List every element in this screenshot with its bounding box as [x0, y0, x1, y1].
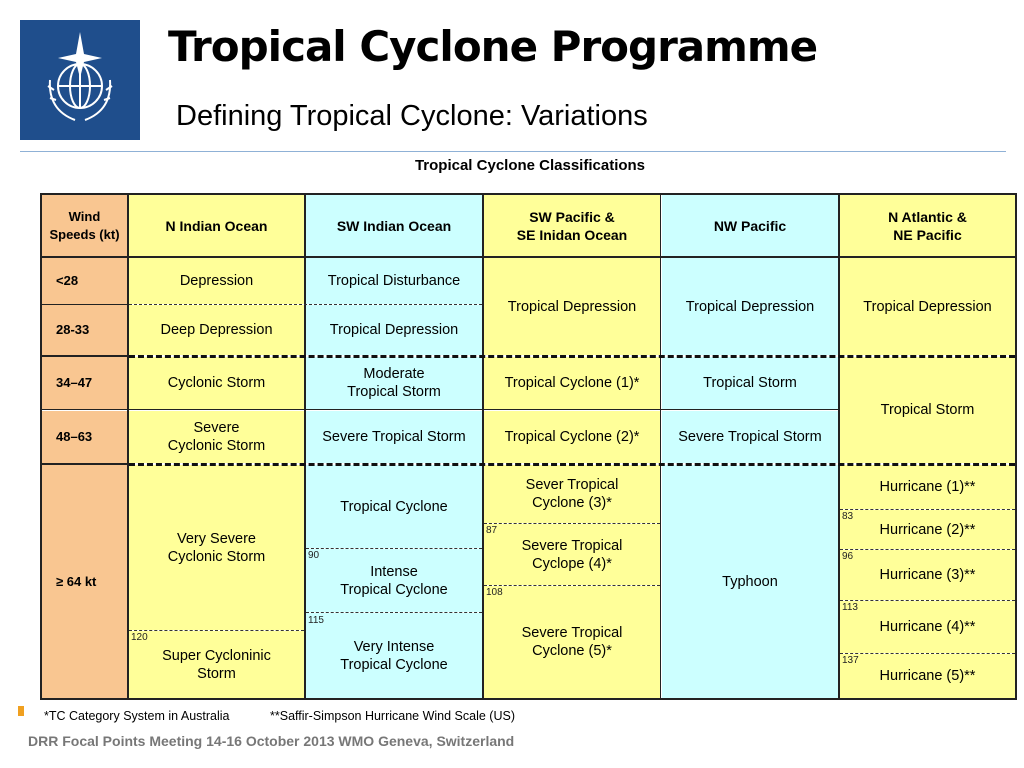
sw-pacific-cyclone-3: Sever Tropical Cyclone (3)* — [484, 465, 660, 523]
sw-indian-tropical-cyclone: Tropical Cyclone — [306, 465, 482, 548]
row-divider — [306, 548, 482, 549]
row-divider — [840, 653, 1015, 654]
n-indian-depression: Depression — [129, 258, 304, 304]
n-atlantic-hurricane-1: Hurricane (1)** — [840, 465, 1015, 509]
footnote-saffir-simpson: **Saffir-Simpson Hurricane Wind Scale (US) — [270, 709, 515, 723]
row-divider — [840, 600, 1015, 601]
page-subtitle: Defining Tropical Cyclone: Variations — [176, 100, 648, 132]
page-title: Tropical Cyclone Programme — [168, 22, 818, 71]
header-sw-indian: SW Indian Ocean — [306, 195, 482, 256]
n-indian-deep-depression: Deep Depression — [129, 305, 304, 355]
column-divider — [660, 195, 661, 698]
threshold-label: 137 — [842, 655, 859, 666]
threshold-label: 87 — [486, 525, 498, 536]
sw-pacific-tropical-depression: Tropical Depression — [484, 258, 660, 355]
n-indian-super-cyclonic: Super Cycloninic Storm — [129, 631, 304, 698]
sw-indian-intense: Intense Tropical Cyclone — [306, 549, 482, 612]
n-indian-severe-cyclonic-storm: Severe Cyclonic Storm — [129, 411, 304, 463]
n-indian-cyclonic-storm: Cyclonic Storm — [129, 357, 304, 409]
wind-row-lt28: <28 — [42, 258, 127, 304]
header-divider — [20, 151, 1006, 152]
threshold-label: 90 — [308, 550, 320, 561]
bullet-icon — [18, 706, 24, 716]
classification-table — [40, 193, 1017, 700]
nw-pacific-tropical-storm: Tropical Storm — [662, 357, 838, 409]
slide-footer: DRR Focal Points Meeting 14-16 October 2013 WMO Geneva, Switzerland — [28, 733, 515, 749]
row-divider — [42, 409, 840, 410]
wmo-logo-icon — [20, 20, 140, 140]
column-divider — [127, 195, 129, 698]
header-nw-pacific: NW Pacific — [662, 195, 838, 256]
sw-indian-very-intense: Very Intense Tropical Cyclone — [306, 613, 482, 698]
category-divider — [129, 463, 1015, 466]
footnote-australia: *TC Category System in Australia — [44, 709, 230, 723]
row-divider — [484, 585, 660, 586]
column-divider — [482, 195, 484, 698]
sw-indian-tropical-depression: Tropical Depression — [306, 305, 482, 355]
header-divider-line — [42, 256, 1015, 258]
sw-indian-tropical-disturbance: Tropical Disturbance — [306, 258, 482, 304]
header-n-indian: N Indian Ocean — [129, 195, 304, 256]
header-wind-speeds: Wind Speeds (kt) — [42, 195, 127, 256]
n-atlantic-hurricane-5: Hurricane (5)** — [840, 654, 1015, 698]
threshold-label: 108 — [486, 587, 503, 598]
row-divider — [484, 523, 660, 524]
nw-pacific-tropical-depression: Tropical Depression — [662, 258, 838, 355]
n-atlantic-hurricane-2: Hurricane (2)** — [840, 510, 1015, 549]
row-divider — [840, 549, 1015, 550]
n-atlantic-tropical-storm: Tropical Storm — [840, 357, 1015, 463]
wind-row-48-63: 48–63 — [42, 411, 127, 463]
threshold-label: 83 — [842, 511, 854, 522]
n-indian-very-severe: Very Severe Cyclonic Storm — [129, 465, 304, 630]
wind-row-64plus: ≥ 64 kt — [42, 465, 127, 698]
sw-pacific-cyclone-4: Severe Tropical Cyclope (4)* — [484, 524, 660, 585]
wind-row-34-47: 34–47 — [42, 357, 127, 409]
sw-indian-severe-storm: Severe Tropical Storm — [306, 411, 482, 463]
row-divider — [306, 612, 482, 613]
row-divider — [840, 509, 1015, 510]
header-sw-pacific: SW Pacific & SE Inidan Ocean — [484, 195, 660, 256]
threshold-label: 120 — [131, 632, 148, 643]
nw-pacific-severe-storm: Severe Tropical Storm — [662, 411, 838, 463]
category-divider — [129, 355, 1015, 358]
column-divider — [838, 195, 840, 698]
header-n-atlantic: N Atlantic & NE Pacific — [840, 195, 1015, 256]
row-divider — [42, 355, 129, 357]
sw-pacific-cyclone-1: Tropical Cyclone (1)* — [484, 357, 660, 409]
threshold-label: 113 — [842, 602, 858, 613]
row-divider — [129, 630, 304, 631]
n-atlantic-hurricane-3: Hurricane (3)** — [840, 550, 1015, 600]
row-divider — [42, 304, 129, 305]
threshold-label: 96 — [842, 551, 854, 562]
row-divider — [42, 463, 129, 465]
nw-pacific-typhoon: Typhoon — [662, 465, 838, 698]
n-atlantic-tropical-depression: Tropical Depression — [840, 258, 1015, 355]
threshold-label: 115 — [308, 615, 324, 626]
n-atlantic-hurricane-4: Hurricane (4)** — [840, 601, 1015, 653]
row-divider — [129, 304, 482, 305]
table-title: Tropical Cyclone Classifications — [414, 157, 646, 174]
sw-pacific-cyclone-2: Tropical Cyclone (2)* — [484, 411, 660, 463]
wind-row-28-33: 28-33 — [42, 305, 127, 355]
sw-indian-moderate-storm: Moderate Tropical Storm — [306, 357, 482, 409]
sw-pacific-cyclone-5: Severe Tropical Cyclone (5)* — [484, 586, 660, 698]
column-divider — [304, 195, 306, 698]
